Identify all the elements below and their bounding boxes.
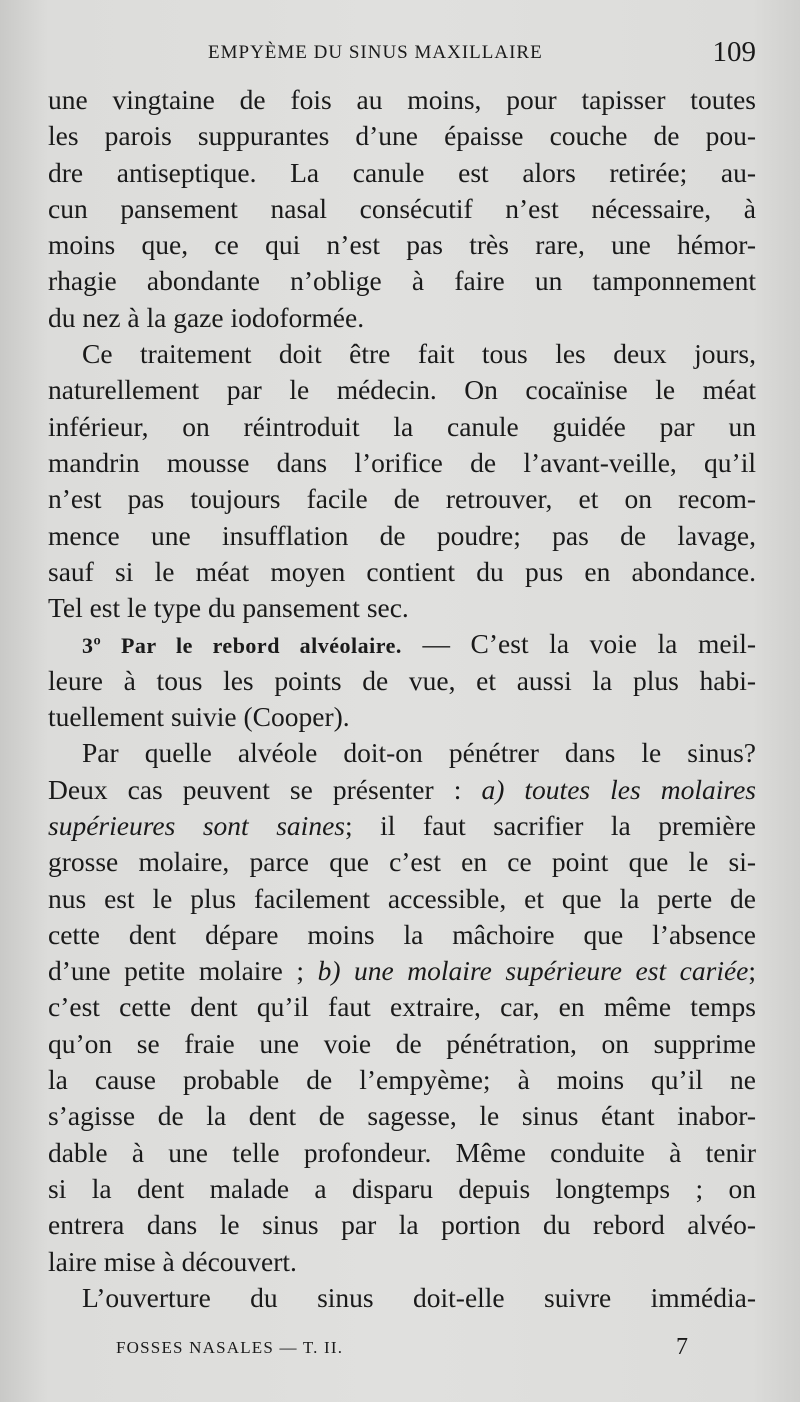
text-line [48, 626, 756, 662]
body-text [48, 82, 756, 1316]
text-segment: Par quelle alvéole doit-on pénétrer dans le sinus? [82, 737, 756, 769]
text-segment: s’agisse de la dent de sagesse, le sinus étant inabor- [48, 1100, 756, 1132]
text-segment: d’une petite molaire ; [48, 955, 318, 987]
text-line [48, 1135, 756, 1171]
text-line [48, 227, 756, 263]
text-segment: du nez à la gaze iodoformée. [48, 301, 365, 333]
text-line [48, 699, 756, 735]
text-line [48, 989, 756, 1025]
text-segment: qu’on se fraie une voie de pénétration, on supprime [48, 1027, 756, 1059]
text-segment: c’est cette dent qu’il faut extraire, car, en même temps [48, 991, 756, 1023]
text-segment: Ce traitement doit être fait tous les deux jours, [82, 338, 756, 370]
text-line [48, 1062, 756, 1098]
text-segment: laire mise à découvert. [48, 1245, 297, 1277]
running-title: EMPYÈME DU SINUS MAXILLAIRE [208, 42, 543, 63]
text-line [48, 772, 756, 808]
text-segment: les parois suppurantes d’une épaisse couche de pou- [48, 120, 756, 152]
text-segment: inférieur, on réintroduit la canule guidée par un [48, 410, 756, 442]
page-header [48, 36, 756, 70]
text-segment: la cause probable de l’empyème; à moins qu’il ne [48, 1064, 756, 1096]
text-line [48, 844, 756, 880]
text-line [48, 808, 756, 844]
page-number: 109 [712, 36, 756, 68]
italic-text: supérieures sont saines [48, 809, 345, 841]
text-line [48, 590, 756, 626]
text-line [48, 336, 756, 372]
text-segment: mence une insufflation de poudre; pas de lavage, [48, 519, 756, 551]
text-segment: cun pansement nasal consécutif n’est nécessaire, à [48, 192, 756, 224]
italic-text: a) toutes les molaires [481, 773, 756, 805]
text-segment: cette dent dépare moins la mâchoire que l’absence [48, 918, 756, 950]
text-segment: dre antiseptique. La canule est alors retirée; au- [48, 156, 756, 188]
text-segment: entrera dans le sinus par la portion du rebord alvéo- [48, 1209, 756, 1241]
text-segment: sauf si le méat moyen contient du pus en abondance. [48, 555, 756, 587]
text-line [48, 518, 756, 554]
text-line [48, 263, 756, 299]
text-line [48, 155, 756, 191]
text-line [48, 1026, 756, 1062]
text-segment: — C’est la voie la meil- [401, 628, 757, 660]
text-line [48, 372, 756, 408]
text-line [48, 118, 756, 154]
text-line [48, 917, 756, 953]
text-segment: tuellement suivie (Cooper). [48, 701, 350, 733]
text-line [48, 1171, 756, 1207]
text-line [48, 445, 756, 481]
text-line [48, 735, 756, 771]
text-segment: ; il faut sacrifier la première [344, 809, 757, 841]
text-line [48, 481, 756, 517]
text-segment: une vingtaine de fois au moins, pour tapisser toutes [48, 84, 756, 115]
text-line [48, 191, 756, 227]
printer-signature: FOSSES NASALES — T. II. [116, 1338, 344, 1357]
text-line [48, 1098, 756, 1134]
text-segment: L’ouverture du sinus doit-elle suivre immédia- [82, 1281, 756, 1313]
text-line [48, 881, 756, 917]
sheet-number: 7 [676, 1334, 688, 1360]
text-line [48, 953, 756, 989]
text-line [48, 409, 756, 445]
text-segment: naturellement par le médecin. On cocaïnise le méat [48, 374, 756, 406]
text-segment: Deux cas peuvent se présenter : [48, 773, 482, 805]
text-line [48, 82, 756, 118]
text-segment: moins que, ce qui n’est pas très rare, une hémor- [48, 229, 756, 261]
text-segment: rhagie abondante n’oblige à faire un tamponnement [48, 265, 756, 297]
section-heading: 3º Par le rebord alvéolaire. [82, 633, 402, 659]
text-segment: nus est le plus facilement accessible, et que la perte de [48, 882, 756, 914]
text-segment: grosse molaire, parce que c’est en ce point que le si- [48, 846, 756, 878]
text-line [48, 300, 756, 336]
text-line [48, 1244, 756, 1280]
text-segment: ; [748, 955, 757, 987]
text-line [48, 1207, 756, 1243]
text-segment: dable à une telle profondeur. Même conduite à tenir [48, 1136, 756, 1168]
text-segment: leure à tous les points de vue, et aussi la plus habi- [48, 664, 756, 696]
text-segment: Tel est le type du pansement sec. [48, 592, 409, 624]
italic-text: b) une molaire supérieure est cariée [317, 955, 749, 987]
text-segment: n’est pas toujours facile de retrouver, et on recom- [48, 483, 756, 515]
text-segment: mandrin mousse dans l’orifice de l’avant-veille, qu’il [48, 446, 756, 478]
page-footer [116, 1334, 688, 1364]
text-segment: si la dent malade a disparu depuis longtemps ; on [48, 1172, 756, 1204]
text-line [48, 663, 756, 699]
text-line [48, 1280, 756, 1316]
text-line [48, 554, 756, 590]
